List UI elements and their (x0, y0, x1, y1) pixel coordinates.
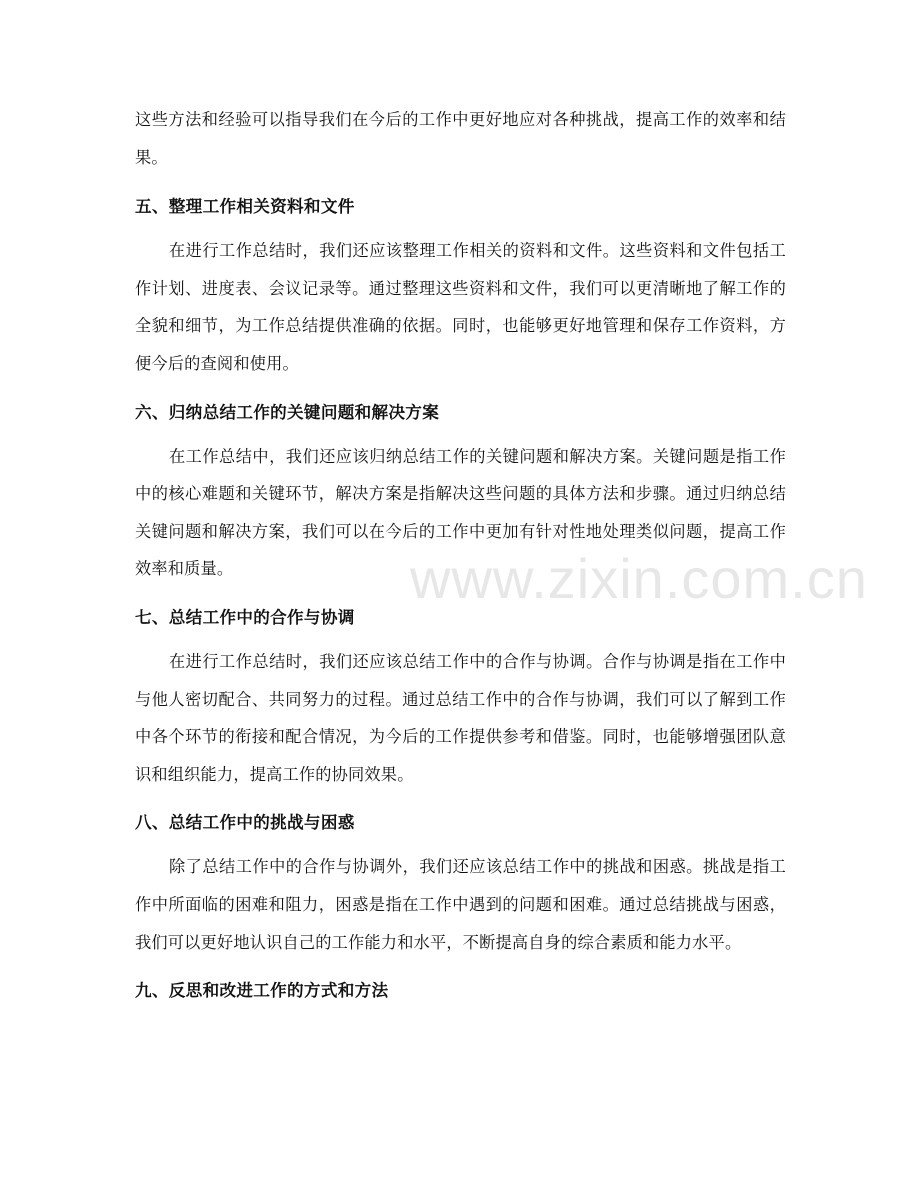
section-6-paragraph: 在工作总结中，我们还应该归纳总结工作的关键问题和解决方案。关键问题是指工作中的核心难题和关键环节，解决方案是指解决这些问题的具体方法和步骤。通过归纳总结关键问题和解决方案，我们可以在今后的工作中更加有针对性地处理类似问题，提高工作效率和质量。 (135, 446, 786, 579)
watermark: www.zixin.com.cn (410, 547, 868, 610)
section-6-heading: 六、归纳总结工作的关键问题和解决方案 (135, 402, 440, 422)
section-9-heading: 九、反思和改进工作的方式和方法 (135, 981, 389, 1001)
section-5-paragraph: 在进行工作总结时，我们还应该整理工作相关的资料和文件。这些资料和文件包括工作计划、进度表、会议记录等。通过整理这些资料和文件，我们可以更清晰地了解工作的全貌和细节，为工作总结提供准确的依据。同时，也能够更好地管理和保存工作资料，方便今后的查阅和使用。 (135, 241, 786, 373)
section-5-heading: 五、整理工作相关资料和文件 (135, 197, 355, 217)
document-body (135, 101, 786, 1002)
section-7-paragraph: 在进行工作总结时，我们还应该总结工作中的合作与协调。合作与协调是指在工作中与他人密切配合、共同努力的过程。通过总结工作中的合作与协调，我们可以了解到工作中各个环节的衔接和配合情况，为今后的工作提供参考和借鉴。同时，也能够增强团队意识和组织能力，提高工作的协同效果。 (135, 651, 786, 784)
section-7-heading: 七、总结工作中的合作与协调 (135, 607, 355, 627)
intro-paragraph: 这些方法和经验可以指导我们在今后的工作中更好地应对各种挑战，提高工作的效率和结果。 (135, 110, 786, 167)
section-8-paragraph: 除了总结工作中的合作与协调外，我们还应该总结工作中的挑战和困惑。挑战是指工作中所面临的困难和阻力，困惑是指在工作中遇到的问题和困难。通过总结挑战与困惑，我们可以更好地认识自己的工作能力和水平，不断提高自身的综合素质和能力水平。 (135, 857, 786, 952)
section-8-heading: 八、总结工作中的挑战与困惑 (135, 813, 355, 833)
